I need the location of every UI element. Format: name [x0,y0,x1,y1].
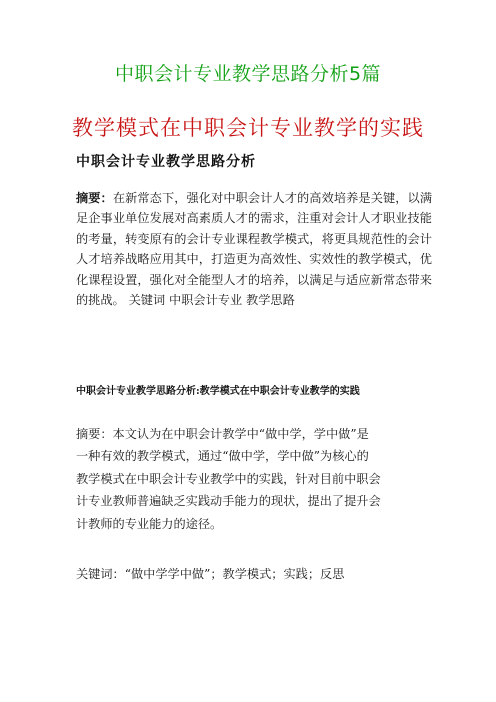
abstract-label: 摘要： [76,191,113,205]
article-heading: 中职会计专业教学思路分析:教学模式在中职会计专业教学的实践 [76,386,360,397]
article-abstract-line: 计教师的专业能力的途径。 [76,516,223,531]
keywords-line: 关键词：“做中学学中做”；教学模式；实践；反思 [76,567,345,581]
article-abstract [76,423,436,535]
article-abstract-line: 摘要：本文认为在中职会计教学中“做中学，学中做”是 [76,427,369,441]
article-abstract-line: 计专业教师普遍缺乏实践动手能力的现状，提出了提升会 [76,494,381,509]
article-abstract-line: 一种有效的教学模式，通过“做中学，学中做”为核心的 [76,449,369,464]
article-abstract-line: 教学模式在中职会计专业教学中的实践，针对目前中职会 [76,471,381,486]
document-title: 中职会计专业教学思路分析5篇 [114,63,382,85]
abstract-text: 在新常态下，强化对中职会计人才的高效培养是关键，以满足企事业单位发展对高素质人才的需求，注重对会计人才职业技能的考量，转变原有的会计专业课程教学模式，将更具规范性的会计人才培养战略应用其中，打造更为高效性、实效性的教学模式，优化课程设置，强化对全能型人才的培养，以满足与适应新常态带来的挑战。 关键词 中职会计专业 教学思路 [76,191,433,308]
article-title: 教学模式在中职会计专业教学的实践 [72,116,424,140]
abstract-paragraph [76,188,432,310]
section-heading: 中职会计专业教学思路分析 [76,154,256,170]
